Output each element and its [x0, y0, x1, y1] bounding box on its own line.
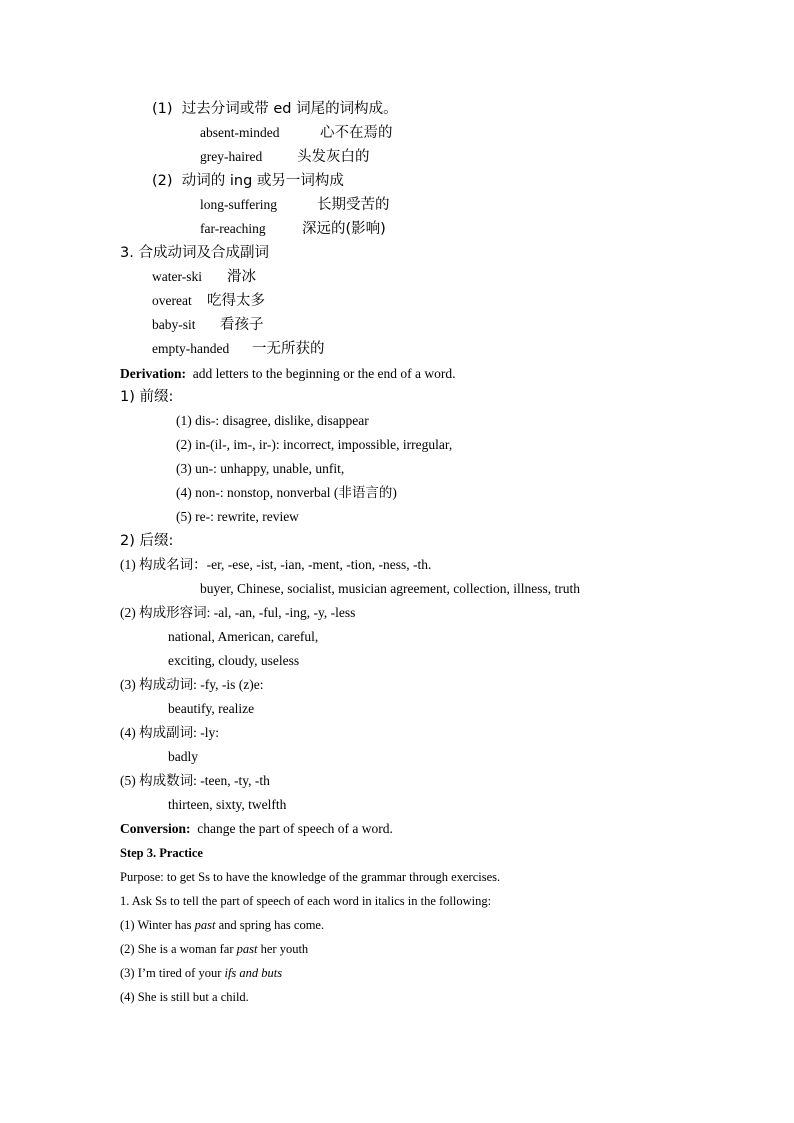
practice-sentence: (1) Winter has past and spring has come. — [120, 918, 325, 932]
example-row: far-reaching 深远的(影响) — [200, 221, 386, 237]
derivation-definition: Derivation: add letters to the beginning or the end of a word. — [120, 366, 456, 381]
sub-heading-2: (2) 动词的 ing 或另一词构成 — [152, 173, 344, 189]
suffix-group-verb: (3) 构成动词: -fy, -is (z)e: — [120, 677, 264, 692]
prefix-heading: 1) 前缀: — [120, 389, 174, 405]
sub-heading-1: (1) 过去分词或带 ed 词尾的词构成。 — [152, 101, 398, 117]
practice-task: 1. Ask Ss to tell the part of speech of each word in italics in the following: — [120, 894, 492, 908]
example-row: baby-sit 看孩子 — [152, 317, 264, 333]
prefix-item: (1) dis-: disagree, dislike, disappear — [176, 413, 369, 428]
example-row: overeat 吃得太多 — [152, 293, 265, 309]
practice-sentence: (3) I’m tired of your ifs and buts — [120, 966, 283, 980]
suffix-heading: 2) 后缀: — [120, 533, 174, 549]
suffix-group-adverb: (4) 构成副词: -ly: — [120, 725, 219, 740]
example-row: empty-handed 一无所获的 — [152, 341, 325, 357]
suffix-examples: thirteen, sixty, twelfth — [168, 797, 287, 812]
practice-heading: Step 3. Practice — [120, 846, 203, 860]
suffix-group-noun: (1) 构成名词：-er, -ese, -ist, -ian, -ment, -tion, -ness, -th. — [120, 557, 432, 572]
suffix-examples: buyer, Chinese, socialist, musician agreement, collection, illness, truth — [200, 581, 580, 596]
prefix-item: (3) un-: unhappy, unable, unfit, — [176, 461, 345, 476]
prefix-item: (4) non-: nonstop, nonverbal (非语言的) — [176, 485, 397, 500]
section-heading-3: 3. 合成动词及合成副词 — [120, 245, 269, 261]
example-row: absent-minded 心不在焉的 — [200, 125, 393, 141]
suffix-examples: exciting, cloudy, useless — [168, 653, 300, 668]
suffix-group-adjective: (2) 构成形容词: -al, -an, -ful, -ing, -y, -less — [120, 605, 356, 620]
practice-purpose: Purpose: to get Ss to have the knowledge of the grammar through exercises. — [120, 870, 501, 884]
prefix-item: (5) re-: rewrite, review — [176, 509, 299, 524]
suffix-examples: badly — [168, 749, 198, 764]
suffix-examples: beautify, realize — [168, 701, 255, 716]
example-row: water-ski 滑冰 — [152, 269, 256, 285]
suffix-examples: national, American, careful, — [168, 629, 319, 644]
conversion-definition: Conversion: change the part of speech of a word. — [120, 821, 393, 836]
practice-sentence: (2) She is a woman far past her youth — [120, 942, 309, 956]
example-row: long-suffering 长期受苦的 — [200, 197, 390, 213]
example-row: grey-haired 头发灰白的 — [200, 149, 370, 165]
prefix-item: (2) in-(il-, im-, ir-): incorrect, impossible, irregular, — [176, 437, 453, 452]
practice-sentence: (4) She is still but a child. — [120, 990, 249, 1004]
suffix-group-numeral: (5) 构成数词: -teen, -ty, -th — [120, 773, 270, 788]
